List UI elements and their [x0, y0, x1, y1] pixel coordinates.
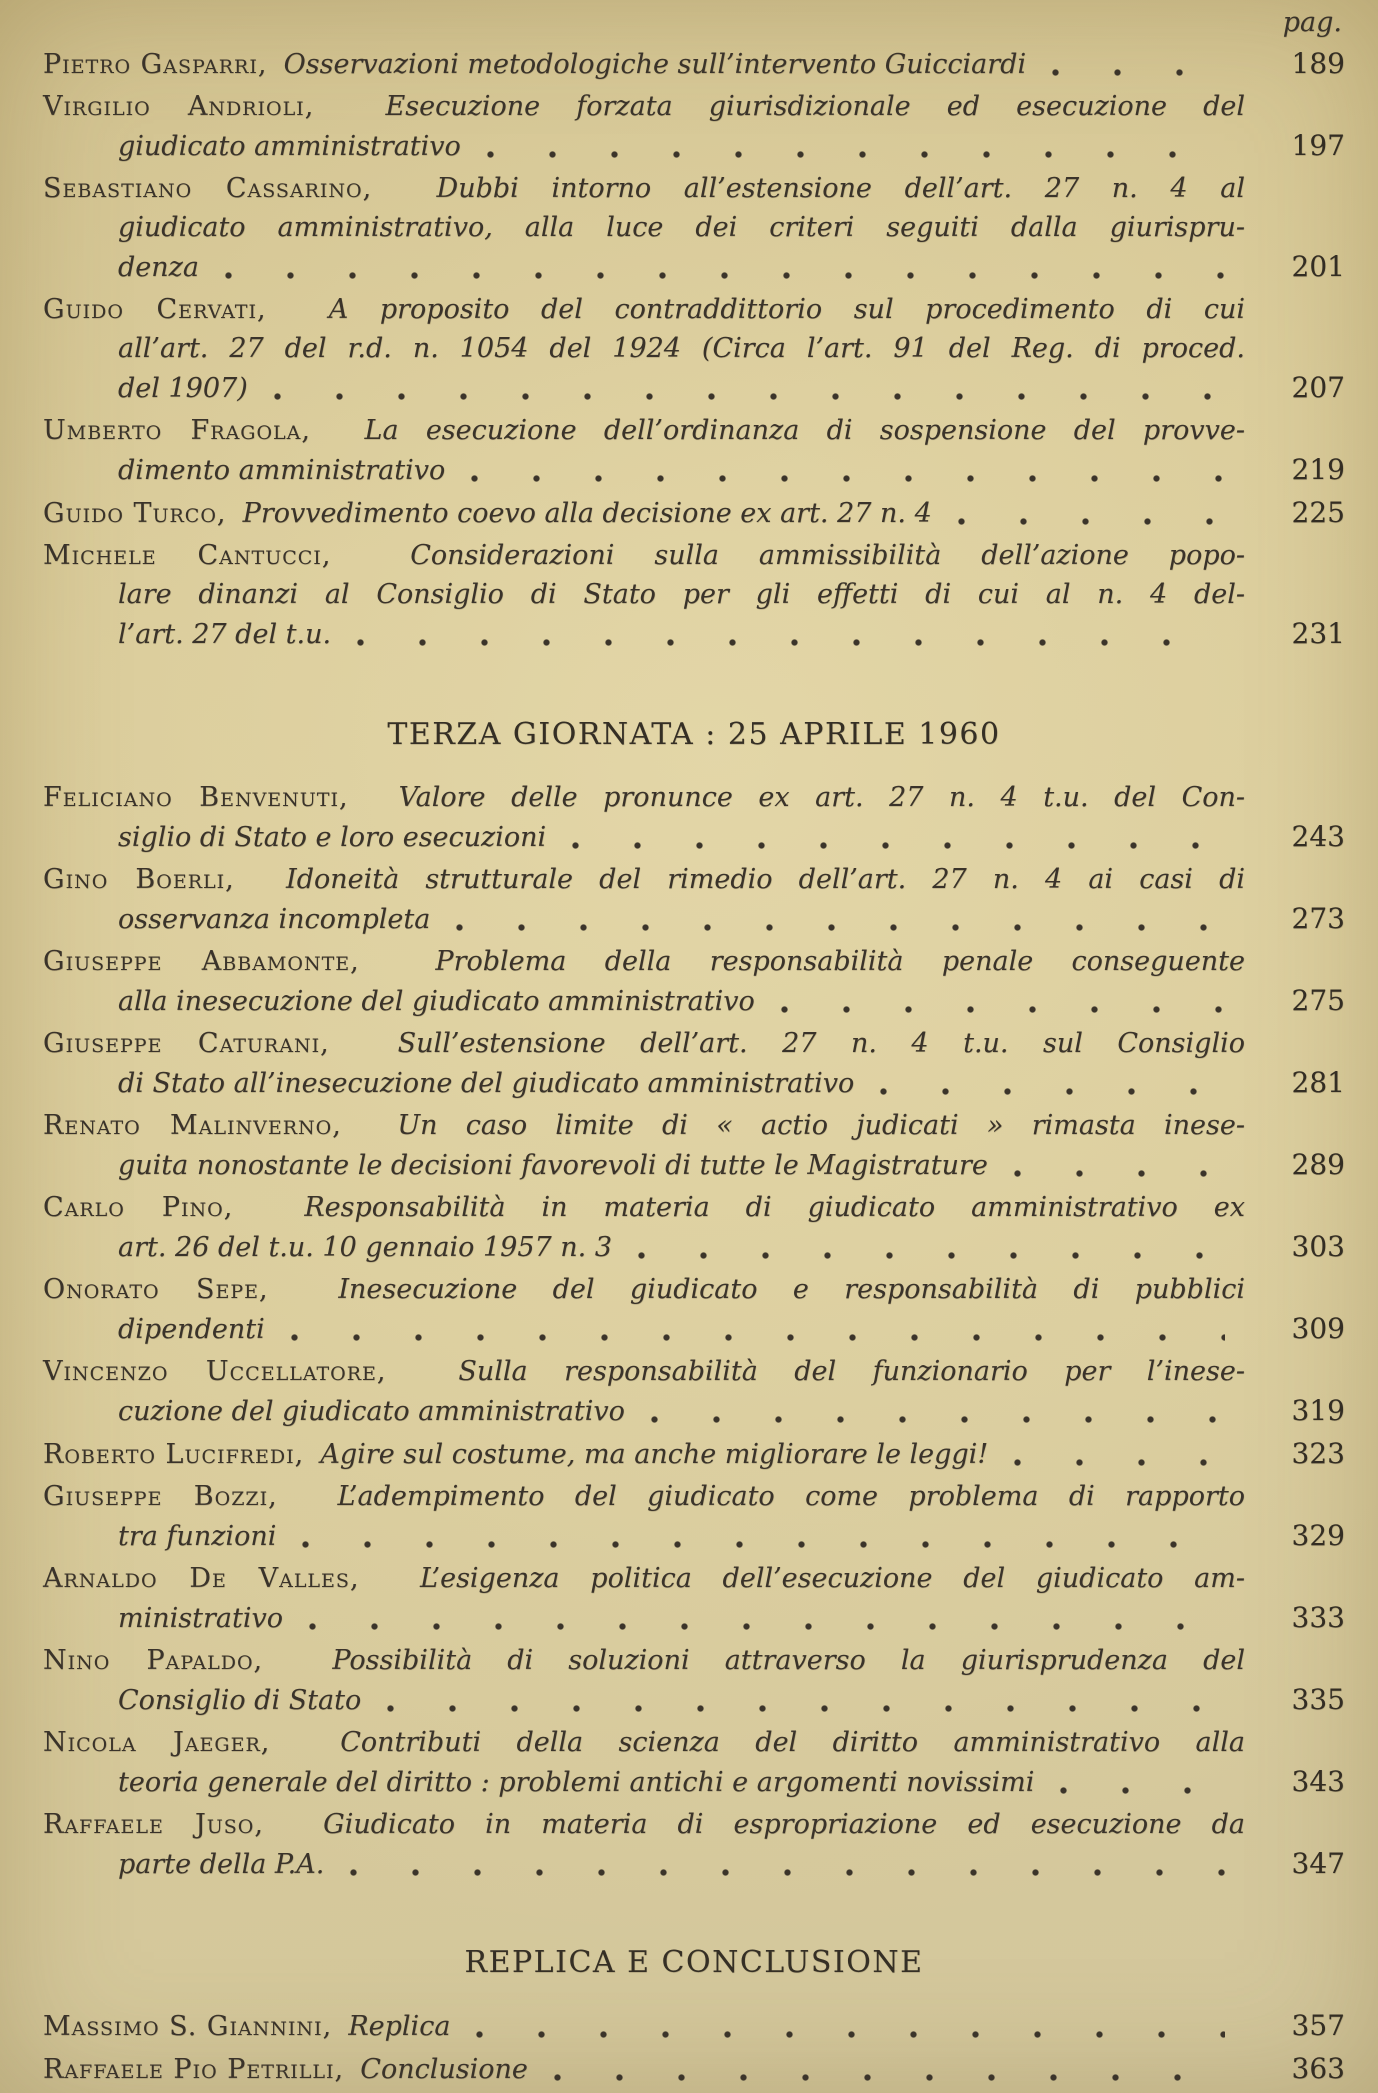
toc-entry-line: [43, 1723, 1245, 1762]
author-title-separator: ,: [321, 540, 371, 571]
toc-entry: [43, 860, 1345, 939]
entry-author: Vincenzo Uccellatore: [43, 1356, 377, 1387]
page-number: 289: [1291, 1148, 1345, 1181]
toc-entry-line: [118, 899, 1345, 939]
entry-title: Inesecuzione del giudicato e responsabilità di pubblici: [302, 1274, 1245, 1305]
entry-title-continuation: dimento amministrativo: [118, 455, 446, 486]
entry-title-continuation: siglio di Stato e loro esecuzioni: [118, 822, 547, 853]
toc-entry: [43, 778, 1345, 857]
section-heading: REPLICA E CONCLUSIONE: [464, 1945, 924, 1980]
toc-entry-line: [43, 1641, 1245, 1680]
toc-entry: [43, 493, 1345, 533]
dot-leader: [357, 639, 1225, 646]
page-column-header: pag.: [1282, 7, 1342, 38]
toc-entry: [43, 536, 1345, 654]
toc-entry-line: [43, 1434, 1345, 1474]
toc-entry: [43, 1477, 1345, 1556]
toc-entry: [43, 1641, 1345, 1720]
entry-title: Sulla responsabilità del funzionario per l’inese-: [421, 1356, 1245, 1387]
dot-leader: [651, 1416, 1225, 1423]
toc-entry: [43, 1559, 1345, 1638]
author-title-separator: ,: [320, 1028, 364, 1059]
entry-title-continuation: ministrativo: [118, 1603, 283, 1634]
toc-entry-line: [43, 1352, 1245, 1391]
page-number: 343: [1291, 1765, 1345, 1798]
entry-title: L’adempimento del giudicato come problema di rapporto: [307, 1481, 1245, 1512]
entry-title-continuation: cuzione del giudicato amministrativo: [118, 1396, 625, 1427]
page-number: 323: [1291, 1437, 1345, 1470]
entry-title: Dubbi intorno all’estensione dell’art. 27 n. 4 al: [403, 173, 1245, 204]
toc-entry-line: [43, 493, 1345, 533]
toc-entry: [43, 169, 1345, 287]
author-title-separator: ,: [254, 1809, 294, 1840]
toc-entry-line: [43, 2049, 1345, 2089]
dot-leader: [350, 1869, 1225, 1876]
toc-entry-line: [118, 1844, 1345, 1884]
dot-leader: [309, 1623, 1225, 1630]
page-column-header-row: [43, 6, 1345, 40]
dot-leader: [638, 1252, 1225, 1259]
toc-entry-line: [118, 126, 1345, 166]
entry-title-continuation: giudicato amministrativo, alla luce dei criteri seguiti dalla giurispru-: [118, 212, 1245, 243]
entry-title-continuation: tra funzioni: [118, 1521, 277, 1552]
entry-author: Raffaele Pio Petrilli: [43, 2054, 335, 2085]
toc-entry-line: [118, 1309, 1345, 1349]
entry-author: Arnaldo De Valles: [43, 1563, 350, 1594]
toc-entry: [43, 1434, 1345, 1474]
entry-title-continuation: l’art. 27 del t.u.: [118, 619, 332, 650]
entry-title: Sull’estensione dell’art. 27 n. 4 t.u. sul Consiglio: [363, 1028, 1245, 1059]
toc-entry-line: [118, 208, 1245, 247]
toc-entry-line: [43, 1188, 1245, 1227]
toc-entry: [43, 1805, 1345, 1884]
dot-leader: [476, 2031, 1225, 2038]
toc-entry-line: [118, 614, 1345, 654]
entry-title: Esecuzione forzata giurisdizionale ed esecuzione del: [349, 91, 1245, 122]
entry-title: Provvedimento coevo alla decisione ex art. 27 n. 4: [234, 498, 932, 529]
entry-author: Renato Malinverno: [43, 1110, 333, 1141]
dot-leader: [958, 518, 1225, 525]
entry-author: Roberto Lucifredi: [43, 1439, 295, 1470]
toc-entry: [43, 1723, 1345, 1802]
page-number: 357: [1291, 2009, 1345, 2042]
entry-author: Michele Cantucci: [43, 540, 322, 571]
entry-title-continuation: alla inesecuzione del giudicato amministrativo: [118, 986, 755, 1017]
entry-author: Guido Cervati: [43, 294, 257, 325]
toc-entry: [43, 2006, 1345, 2046]
dot-leader: [456, 924, 1225, 931]
entry-title: Un caso limite di « actio judicati » rimasta inese-: [369, 1110, 1245, 1141]
toc-entry-line: [43, 1270, 1245, 1309]
toc-entry-line: [118, 981, 1345, 1021]
toc-entry: [43, 290, 1345, 408]
toc-entry-line: [118, 575, 1245, 614]
toc-entry-line: [118, 1680, 1345, 1720]
page-number: 347: [1291, 1847, 1345, 1880]
author-title-separator: ,: [376, 1356, 422, 1387]
author-title-separator: ,: [294, 1439, 312, 1470]
toc-entry: [43, 1188, 1345, 1267]
entry-title: Idoneità strutturale del rimedio dell’art. 27 n. 4 ai casi di: [259, 864, 1245, 895]
entry-author: Umberto Fragola: [43, 415, 302, 446]
toc-entry: [43, 44, 1345, 84]
author-title-separator: ,: [304, 91, 350, 122]
entry-title: La esecuzione dell’ordinanza di sospensione del provve-: [337, 415, 1245, 446]
entry-title-continuation: guita nonostante le decisioni favorevoli di tutte le Magistrature: [118, 1150, 988, 1181]
entry-title: Considerazioni sulla ammissibilità dell’azione popo-: [370, 540, 1246, 571]
entry-title-continuation: art. 26 del t.u. 10 gennaio 1957 n. 3: [118, 1232, 613, 1263]
toc-entry-line: [43, 290, 1245, 329]
entry-title-continuation: all’art. 27 del r.d. n. 1054 del 1924 (Circa l’art. 91 del Reg. di proced.: [118, 333, 1245, 364]
author-title-separator: ,: [256, 294, 298, 325]
entry-title: Conclusione: [351, 2054, 528, 2085]
dot-leader: [291, 1334, 1225, 1341]
page-number: 335: [1291, 1683, 1345, 1716]
toc-entry-line: [43, 411, 1245, 450]
toc-entry-line: [43, 2006, 1345, 2046]
dot-leader: [487, 151, 1225, 158]
toc-entry-line: [43, 1559, 1245, 1598]
toc-entry: [43, 1106, 1345, 1185]
entry-author: Giuseppe Abbamonte: [43, 946, 351, 977]
toc-entry-line: [118, 1145, 1345, 1185]
author-title-separator: ,: [260, 1727, 305, 1758]
page-number: 363: [1291, 2052, 1345, 2085]
page-number: 225: [1291, 496, 1345, 529]
entry-author: Sebastiano Cassarino: [43, 173, 363, 204]
toc-entry-line: [118, 1598, 1345, 1638]
toc-entry: [43, 2049, 1345, 2089]
page-number: 281: [1291, 1066, 1345, 1099]
entry-title-continuation: giudicato amministrativo: [118, 131, 461, 162]
entry-title-continuation: parte della P.A.: [118, 1849, 325, 1880]
entry-author: Onorato Sepe: [43, 1274, 259, 1305]
entry-title: Responsabilità in materia di giudicato amministrativo ex: [268, 1192, 1245, 1223]
page-number: 197: [1291, 129, 1345, 162]
toc-entry: [43, 1352, 1345, 1431]
entry-author: Nicola Jaeger: [43, 1727, 261, 1758]
toc-entry: [43, 411, 1345, 490]
author-title-separator: ,: [334, 2054, 352, 2085]
entry-title: Replica: [339, 2011, 451, 2042]
dot-leader: [302, 1541, 1225, 1548]
toc-entry-line: [43, 860, 1245, 899]
page-number: 333: [1291, 1601, 1345, 1634]
entry-author: Gino Boerli: [43, 864, 226, 895]
page-number: 231: [1291, 617, 1345, 650]
toc-entry-line: [118, 1063, 1345, 1103]
dot-leader: [1014, 1170, 1225, 1177]
entry-title: A proposito del contraddittorio sul procedimento di cui: [297, 294, 1245, 325]
toc-entry-line: [43, 169, 1245, 208]
dot-leader: [225, 272, 1225, 279]
dot-leader: [1060, 1787, 1225, 1794]
page-number: 243: [1291, 820, 1345, 853]
dot-leader: [1052, 69, 1225, 76]
toc-entry: [43, 942, 1345, 1021]
toc-entry-line: [118, 1227, 1345, 1267]
entry-author: Carlo Pino: [43, 1192, 224, 1223]
entry-title: Contributi della scienza del diritto amministrativo alla: [304, 1727, 1245, 1758]
entry-author: Pietro Gasparri: [43, 49, 258, 80]
page-number: 189: [1291, 47, 1345, 80]
entry-title: L’esigenza politica dell’esecuzione del giudicato am-: [389, 1563, 1246, 1594]
page-number: 309: [1291, 1312, 1345, 1345]
author-title-separator: ,: [350, 946, 398, 977]
toc-entry-line: [118, 329, 1245, 368]
page-number: 275: [1291, 984, 1345, 1017]
dot-leader: [554, 2074, 1225, 2081]
toc-entry-line: [43, 942, 1245, 981]
toc-entry-line: [43, 1805, 1245, 1844]
toc-entry-line: [118, 1762, 1345, 1802]
toc-entry-line: [43, 1477, 1245, 1516]
page-number: 207: [1291, 371, 1345, 404]
dot-leader: [274, 393, 1225, 400]
toc-entry-line: [118, 1516, 1345, 1556]
entry-author: Raffaele Juso: [43, 1809, 255, 1840]
author-title-separator: ,: [216, 498, 235, 529]
dot-leader: [471, 475, 1225, 482]
toc-entry-line: [118, 817, 1345, 857]
author-title-separator: ,: [301, 415, 338, 446]
entry-author: Giuseppe Caturani: [43, 1028, 321, 1059]
dot-leader: [572, 842, 1225, 849]
toc-entry-line: [118, 247, 1345, 287]
toc-entry-line: [43, 778, 1245, 817]
page-number: 319: [1291, 1394, 1345, 1427]
entry-author: Virgilio Andrioli: [43, 91, 305, 122]
author-title-separator: ,: [322, 2011, 340, 2042]
page-number: 303: [1291, 1230, 1345, 1263]
entry-title-continuation: lare dinanzi al Consiglio di Stato per gli effetti di cui al n. 4 del-: [118, 579, 1245, 610]
dot-leader: [880, 1088, 1225, 1095]
toc-entry-line: [43, 536, 1245, 575]
author-title-separator: ,: [259, 1274, 303, 1305]
toc-entry-line: [43, 44, 1345, 84]
entry-title: Giudicato in materia di espropriazione ed esecuzione da: [293, 1809, 1245, 1840]
entry-author: Giuseppe Bozzi: [43, 1481, 269, 1512]
page-number: 219: [1291, 453, 1345, 486]
page-number: 329: [1291, 1519, 1345, 1552]
toc-entry-line: [118, 368, 1345, 408]
author-title-separator: ,: [362, 173, 404, 204]
dot-leader: [387, 1705, 1225, 1712]
section-heading: TERZA GIORNATA : 25 APRILE 1960: [387, 717, 1001, 752]
entry-title-continuation: osservanza incompleta: [118, 904, 431, 935]
dot-leader: [1014, 1459, 1225, 1466]
page-number: 273: [1291, 902, 1345, 935]
entry-title: Agire sul costume, ma anche migliorare le leggi!: [311, 1439, 989, 1470]
entry-title-continuation: del 1907): [118, 373, 248, 404]
toc-entry: [43, 1024, 1345, 1103]
entry-title-continuation: dipendenti: [118, 1314, 265, 1345]
entry-author: Nino Papaldo: [43, 1645, 254, 1676]
toc-entry-line: [118, 1391, 1345, 1431]
toc-entry-line: [43, 1024, 1245, 1063]
author-title-separator: ,: [349, 1563, 390, 1594]
toc-entry-line: [43, 87, 1245, 126]
toc-entry-line: [118, 450, 1345, 490]
toc-entry-line: [43, 1106, 1245, 1145]
toc-body: [43, 44, 1345, 2089]
author-title-separator: ,: [223, 1192, 269, 1223]
author-title-separator: ,: [257, 49, 276, 80]
entry-author: Feliciano Benvenuti: [43, 782, 339, 813]
entry-title-continuation: denza: [118, 252, 199, 283]
entry-title-continuation: teoria generale del diritto : problemi antichi e argomenti novissimi: [118, 1767, 1035, 1798]
page-number: 201: [1291, 250, 1345, 283]
entry-author: Guido Turco: [43, 498, 217, 529]
entry-title: Valore delle pronunce ex art. 27 n. 4 t.u. del Con-: [373, 782, 1245, 813]
toc-entry: [43, 87, 1345, 166]
author-title-separator: ,: [338, 782, 374, 813]
entry-title: Problema della responsabilità penale conseguente: [397, 946, 1246, 977]
author-title-separator: ,: [225, 864, 260, 895]
author-title-separator: ,: [332, 1110, 370, 1141]
author-title-separator: ,: [268, 1481, 308, 1512]
entry-title: Osservazioni metodologiche sull’intervento Guicciardi: [275, 49, 1027, 80]
entry-author: Massimo S. Giannini: [43, 2011, 323, 2042]
toc-entry: [43, 1270, 1345, 1349]
dot-leader: [781, 1006, 1225, 1013]
entry-title: Possibilità di soluzioni attraverso la giurisprudenza del: [297, 1645, 1245, 1676]
author-title-separator: ,: [253, 1645, 298, 1676]
entry-title-continuation: di Stato all’inesecuzione del giudicato amministrativo: [118, 1068, 855, 1099]
entry-title-continuation: Consiglio di Stato: [118, 1685, 362, 1716]
